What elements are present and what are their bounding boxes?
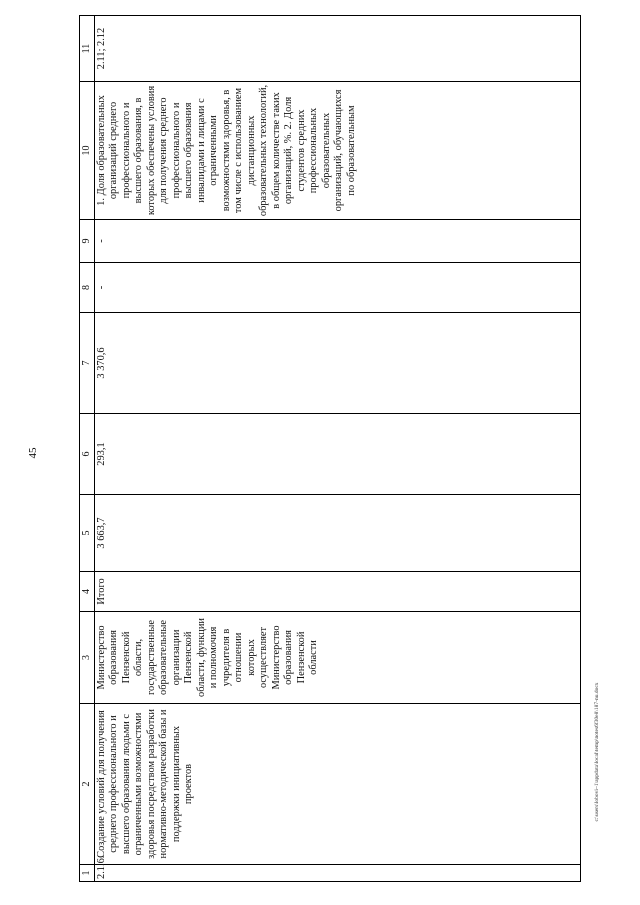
amount-cell-9: - <box>95 220 581 263</box>
executor-cell: Министерство образования Пензенской области, государственные образовательные организации Пензенской области, функции и полномочия учредителя в отношении которых осуществляет Министерство образования Пензенской области <box>95 612 581 704</box>
header-cell-3: 3 <box>80 612 95 704</box>
header-cell-1: 1 <box>80 865 95 882</box>
header-cell-11: 11 <box>80 16 95 82</box>
footer-file-path: c:\users\lobovi~1\appdata\local\temp\notes6f30e8\187-nu.docx <box>594 682 600 822</box>
amount-cell-6: 293,1 <box>95 414 581 495</box>
amount-cell-8: - <box>95 263 581 313</box>
header-cell-9: 9 <box>80 220 95 263</box>
header-cell-7: 7 <box>80 313 95 414</box>
header-cell-6: 6 <box>80 414 95 495</box>
program-table <box>79 15 581 882</box>
header-cell-2: 2 <box>80 704 95 865</box>
amount-cell-7: 3 370,6 <box>95 313 581 414</box>
total-amount-cell: 3 663,7 <box>95 495 581 572</box>
program-table-rotated <box>79 16 581 882</box>
header-cell-8: 8 <box>80 263 95 313</box>
header-cell-10: 10 <box>80 82 95 220</box>
table-header-row <box>80 16 95 882</box>
header-cell-5: 5 <box>80 495 95 572</box>
page-number: 45 <box>27 447 39 459</box>
table-row <box>95 16 581 882</box>
header-cell-4: 4 <box>80 572 95 612</box>
source-cell: Итого <box>95 572 581 612</box>
indicator-refs-cell: 2.11; 2.12 <box>95 16 581 82</box>
row-number-cell: 2.1.6. <box>95 865 581 882</box>
activity-name-cell: Создание условий для получения среднего профессионального и высшего образования людьми с ограниченными возможностями здоровья посредством разработки нормативно-методической базы и поддержки инициативных проектов <box>95 704 581 865</box>
indicators-cell: 1. Доля образовательных организаций среднего профессионального и высшего образования, в которых обеспечены условия для получения среднего профессионального и высшего образования инвалидами и лицами с ограниченными возможностями здоровья, в том числе с использованием дистанционных образовательных технологий, в общем количестве таких организаций, %. 2. Доля студентов средних профессиональных образовательных организаций, обучающихся по образовательным <box>95 82 581 220</box>
